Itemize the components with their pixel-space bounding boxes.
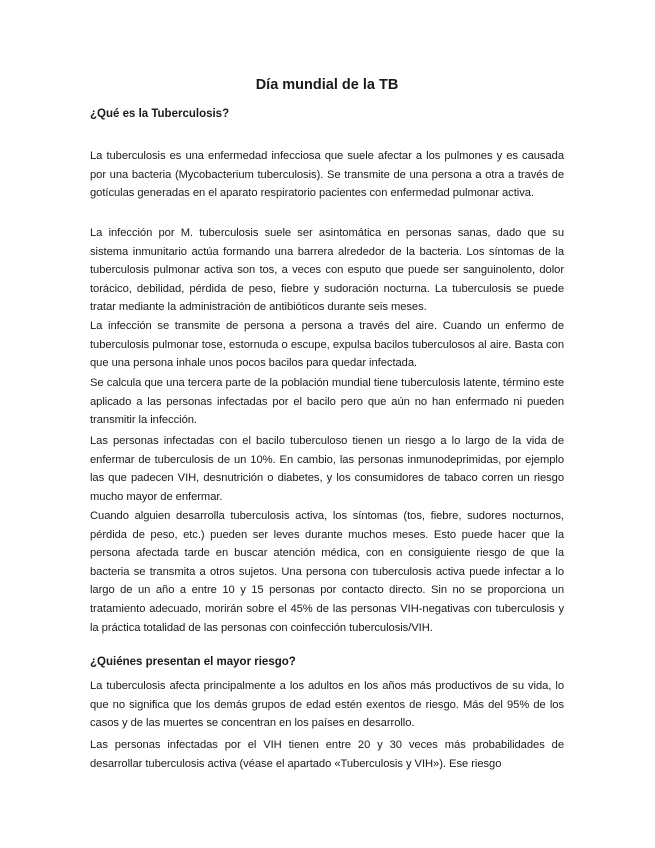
section-heading-what-is-tb: ¿Qué es la Tuberculosis? bbox=[90, 108, 230, 120]
page-title: Día mundial de la TB bbox=[255, 77, 399, 93]
paragraph-7: La tuberculosis afecta principalmente a los adultos en los años más productivos de su vida, lo que no significa que los demás grupos de edad estén exentos de riesgo. Más del 95% de los casos y de las muertes se concentran en los países en desarrollo. bbox=[90, 680, 564, 730]
paragraph-2: La infección por M. tuberculosis suele ser asintomática en personas sanas, dado que su sistema inmunitario actúa formando una barrera alrededor de la bacteria. Los síntomas de la tuberculosis pulmonar activa son tos, a veces con esputo que puede ser sanguinolento, dolor torácico, debilidad, pérdida de peso, fiebre y sudoración nocturna. La tuberculosis se puede tratar mediante la administración de antibióticos durante seis meses. bbox=[90, 227, 564, 314]
paragraph-3: La infección se transmite de persona a persona a través del aire. Cuando un enfermo de tuberculosis pulmonar tose, estornuda o escupe, expulsa bacilos tuberculosos al aire. Basta con que una persona inhale unos pocos bacilos para quedar infectada. bbox=[90, 320, 564, 370]
paragraph-1: La tuberculosis es una enfermedad infecciosa que suele afectar a los pulmones y es causada por una bacteria (Mycobacterium tuberculosis). Se transmite de una persona a otra a través de gotículas generadas en el aparato respiratorio pacientes con enfermedad pulmonar activa. bbox=[90, 150, 564, 200]
paragraph-8: Las personas infectadas por el VIH tienen entre 20 y 30 veces más probabilidades de desarrollar tuberculosis activa (véase el apartado «Tuberculosis y VIH»). Ese riesgo bbox=[90, 739, 564, 770]
paragraph-4: Se calcula que una tercera parte de la población mundial tiene tuberculosis latente, término este aplicado a las personas infectadas por el bacilo pero que aún no han enfermado ni pueden transmitir la infección. bbox=[90, 377, 564, 427]
paragraph-6: Cuando alguien desarrolla tuberculosis activa, los síntomas (tos, fiebre, sudores nocturnos, pérdida de peso, etc.) pueden ser leves durante muchos meses. Esto puede hacer que la persona afectada tarde en buscar atención médica, con en consiguiente riesgo de que la bacteria se transmita a otros sujetos. Una persona con tuberculosis activa puede infectar a lo largo de un año a entre 10 y 15 personas por contacto directo. Sin no se proporciona un tratamiento adecuado, morirán sobre el 45% de las personas VIH-negativas con tuberculosis y la práctica totalidad de las personas con coinfección tuberculosis/VIH. bbox=[90, 510, 564, 634]
section-heading-risk-groups: ¿Quiénes presentan el mayor riesgo? bbox=[90, 656, 296, 668]
paragraph-5: Las personas infectadas con el bacilo tuberculoso tienen un riesgo a lo largo de la vida de enfermar de tuberculosis de un 10%. En cambio, las personas inmunodeprimidas, por ejemplo las que padecen VIH, desnutrición o diabetes, y los consumidores de tabaco corren un riesgo mucho mayor de enfermar. bbox=[90, 435, 564, 503]
